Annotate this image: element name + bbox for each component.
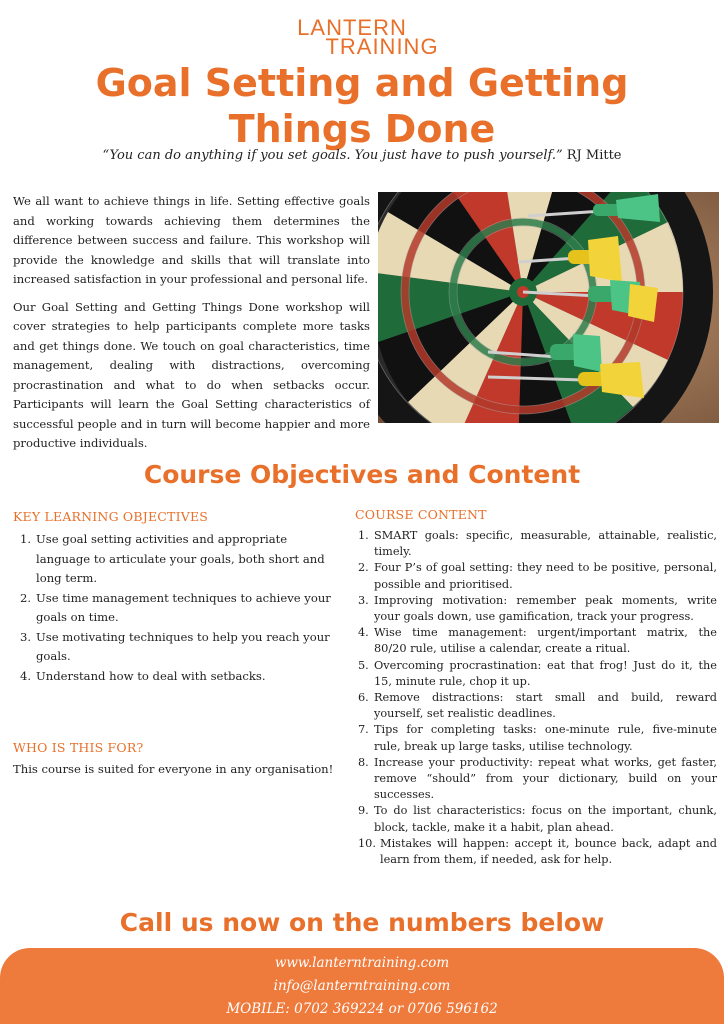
- item-text: Remove distractions: start small and build, reward yourself, set realistic deadlines.: [374, 691, 717, 721]
- item-number: 10.: [358, 836, 376, 850]
- list-item: [358, 836, 717, 868]
- item-text: Four P’s of goal setting: they need to be positive, personal, possible and prioritised.: [374, 561, 717, 591]
- list-item: [20, 667, 338, 687]
- course-content-heading: COURSE CONTENT: [355, 507, 487, 522]
- list-item: [20, 628, 338, 667]
- logo-line-1: LANTERN: [297, 15, 407, 40]
- list-item: [358, 658, 717, 690]
- brand-logo: [0, 15, 724, 59]
- darts-on-dartboard-photo: [378, 192, 719, 423]
- item-text: Use goal setting activities and appropriate language to articulate your goals, both short and long term.: [36, 532, 325, 585]
- item-number: 1.: [358, 529, 369, 542]
- dartboard-illustration: [378, 192, 719, 423]
- item-number: 3.: [358, 593, 369, 607]
- item-text: SMART goals: specific, measurable, attainable, realistic, timely.: [374, 529, 717, 559]
- call-to-action-heading: Call us now on the numbers below: [119, 908, 605, 937]
- course-content-list: [358, 528, 717, 868]
- item-text: Improving motivation: remember peak moments, write your goals down, use gamification, track your progress.: [374, 593, 717, 624]
- intro-paragraph-1: We all want to achieve things in life. Setting effective goals and working towards achieving them determines the difference between success and failure. This workshop will provide the knowledge and skills that will translate into increased satisfaction in your professional and personal life.: [13, 194, 370, 286]
- who-heading: WHO IS THIS FOR?: [13, 740, 144, 755]
- key-objectives-heading: KEY LEARNING OBJECTIVES: [13, 509, 209, 524]
- list-item: [358, 528, 717, 560]
- item-text: Mistakes will happen: accept it, bounce back, adapt and learn from them, if needed, ask for help.: [380, 836, 717, 867]
- item-text: To do list characteristics: focus on the important, chunk, block, tackle, make it a habit, plan ahead.: [374, 804, 717, 834]
- list-item: [20, 589, 338, 628]
- item-number: 4.: [358, 626, 369, 640]
- item-text: Tips for completing tasks: one-minute rule, five-minute rule, break up large tasks, utilise technology.: [374, 723, 717, 753]
- who-text: This course is suited for everyone in any organisation!: [13, 762, 334, 776]
- list-item: [358, 625, 717, 657]
- item-number: 2.: [358, 561, 369, 575]
- intro-paragraph-2: Our Goal Setting and Getting Things Done workshop will cover strategies to help participants complete more tasks and get things done. We touch on goal characteristics, time management, dealing with distractions, overcoming procrastination and what to do when setbacks occur. Participants will learn the Goal Setting characteristics of successful people and in turn will become happier and more productive individuals.: [13, 299, 370, 450]
- contact-footer: [0, 948, 724, 1024]
- item-number: 5.: [358, 658, 369, 672]
- item-number: 1.: [20, 532, 32, 546]
- item-number: 7.: [358, 723, 369, 737]
- logo-line-2: TRAINING: [325, 34, 439, 59]
- item-text: Understand how to deal with setbacks.: [36, 668, 266, 683]
- item-number: 6.: [358, 691, 369, 705]
- title-line-1: Goal Setting and Getting: [95, 61, 629, 105]
- list-item: [358, 560, 717, 592]
- item-text: Use motivating techniques to help you reach your goals.: [36, 629, 330, 663]
- email-link[interactable]: info@lanterntraining.com: [273, 978, 451, 994]
- list-item: [20, 530, 338, 589]
- page-title: [0, 60, 724, 152]
- quote-text: “You can do anything if you set goals. You just have to push yourself.”: [102, 148, 563, 163]
- item-number: 9.: [358, 804, 369, 818]
- list-item: [358, 593, 717, 625]
- item-number: 2.: [20, 590, 32, 605]
- list-item: [358, 690, 717, 722]
- list-item: [358, 755, 717, 804]
- item-text: Use time management techniques to achieve your goals on time.: [36, 590, 331, 624]
- item-number: 4.: [20, 668, 32, 683]
- quote: [0, 148, 724, 163]
- title-line-2: Things Done: [228, 107, 496, 151]
- item-text: Wise time management: urgent/important matrix, the 80/20 rule, utilise a calendar, create a ritual.: [374, 626, 717, 656]
- item-text: Increase your productivity: repeat what works, get faster, remove “should” from your dictionary, build on your successes.: [374, 755, 717, 802]
- key-objectives-list: [20, 530, 338, 686]
- intro-text: [13, 192, 370, 462]
- list-item: [358, 722, 717, 754]
- item-number: 8.: [358, 755, 369, 769]
- website-link[interactable]: www.lanterntraining.com: [274, 955, 450, 971]
- item-text: Overcoming procrastination: eat that frog! Just do it, the 15, minute rule, chop it up.: [374, 658, 717, 688]
- list-item: [358, 803, 717, 835]
- quote-author: RJ Mitte: [562, 148, 622, 163]
- item-number: 3.: [20, 629, 32, 644]
- phone-numbers: MOBILE: 0702 369224 or 0706 596162: [226, 1001, 498, 1017]
- section-heading: Course Objectives and Content: [143, 460, 581, 489]
